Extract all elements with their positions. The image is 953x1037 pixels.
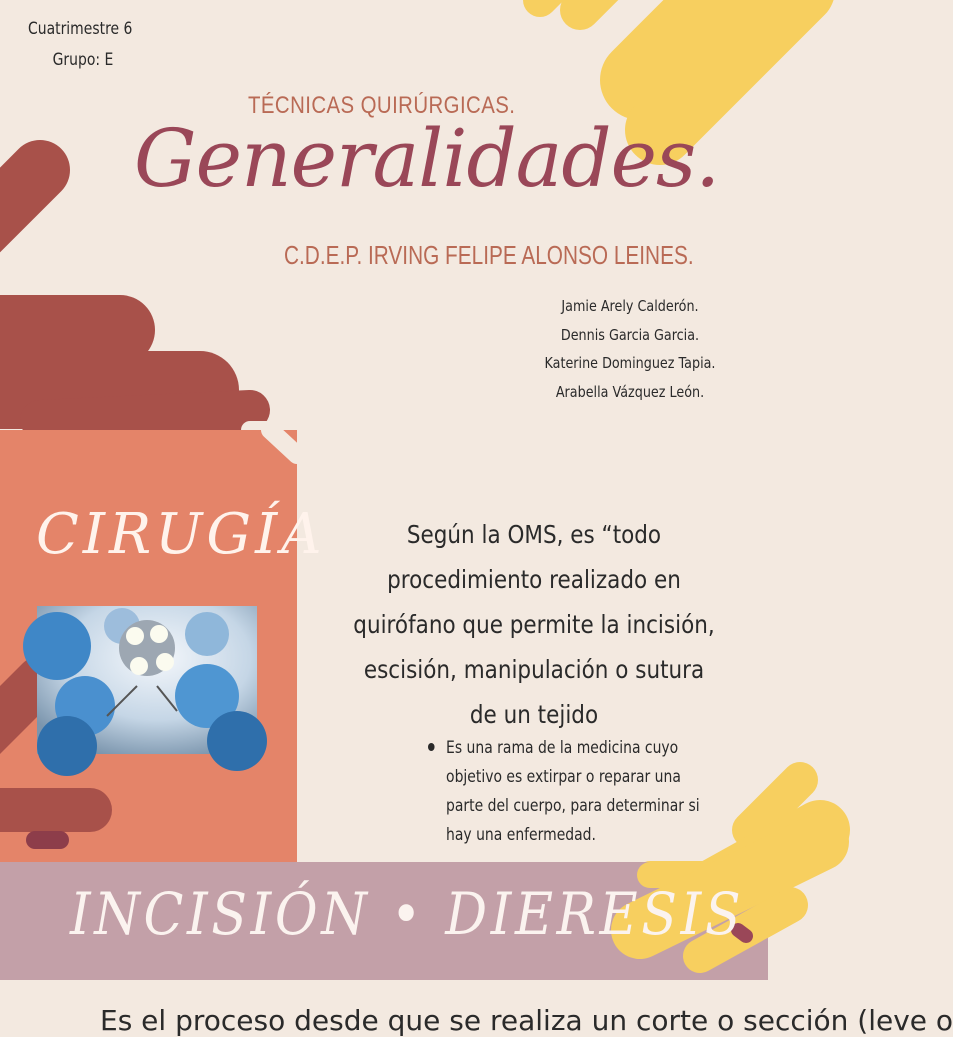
incision-heading: INCISIÓN • DIERESIS	[70, 880, 745, 948]
teacher-name: C.D.E.P. IRVING FELIPE ALONSO LEINES.	[284, 240, 694, 270]
subject-subtitle: TÉCNICAS QUIRÚRGICAS.	[248, 92, 516, 119]
student-name: Arabella Vázquez León.	[555, 382, 705, 401]
student-list	[537, 292, 724, 406]
page-title: Generalidades.	[134, 112, 720, 205]
grupo-text: Grupo: E	[52, 50, 114, 70]
cuatrimestre-text: Cuatrimestre 6	[28, 19, 133, 39]
surgery-photo	[37, 606, 257, 754]
cirugia-heading: CIRUGÍA	[36, 502, 326, 567]
bullet-text: Es una rama de la medicina cuyo objetivo es extirpar o reparar una parte del cuerpo, para determinar si hay una enfermedad.	[446, 738, 700, 845]
course-info	[28, 14, 132, 76]
cirugia-bullet	[428, 734, 707, 850]
student-name: Jamie Arely Calderón.	[561, 297, 699, 315]
incision-text: Es el proceso desde que se realiza un corte o sección (leve o	[100, 1004, 953, 1037]
cirugia-definition: Según la OMS, es “todo procedimiento realizado en quirófano que permite la incisión, escisión, manipulación o sutura de un tejido	[353, 520, 715, 729]
bullet-icon	[428, 743, 435, 751]
student-name: Katerine Dominguez Tapia.	[544, 354, 716, 372]
student-name: Dennis Garcia Garcia.	[560, 325, 700, 344]
